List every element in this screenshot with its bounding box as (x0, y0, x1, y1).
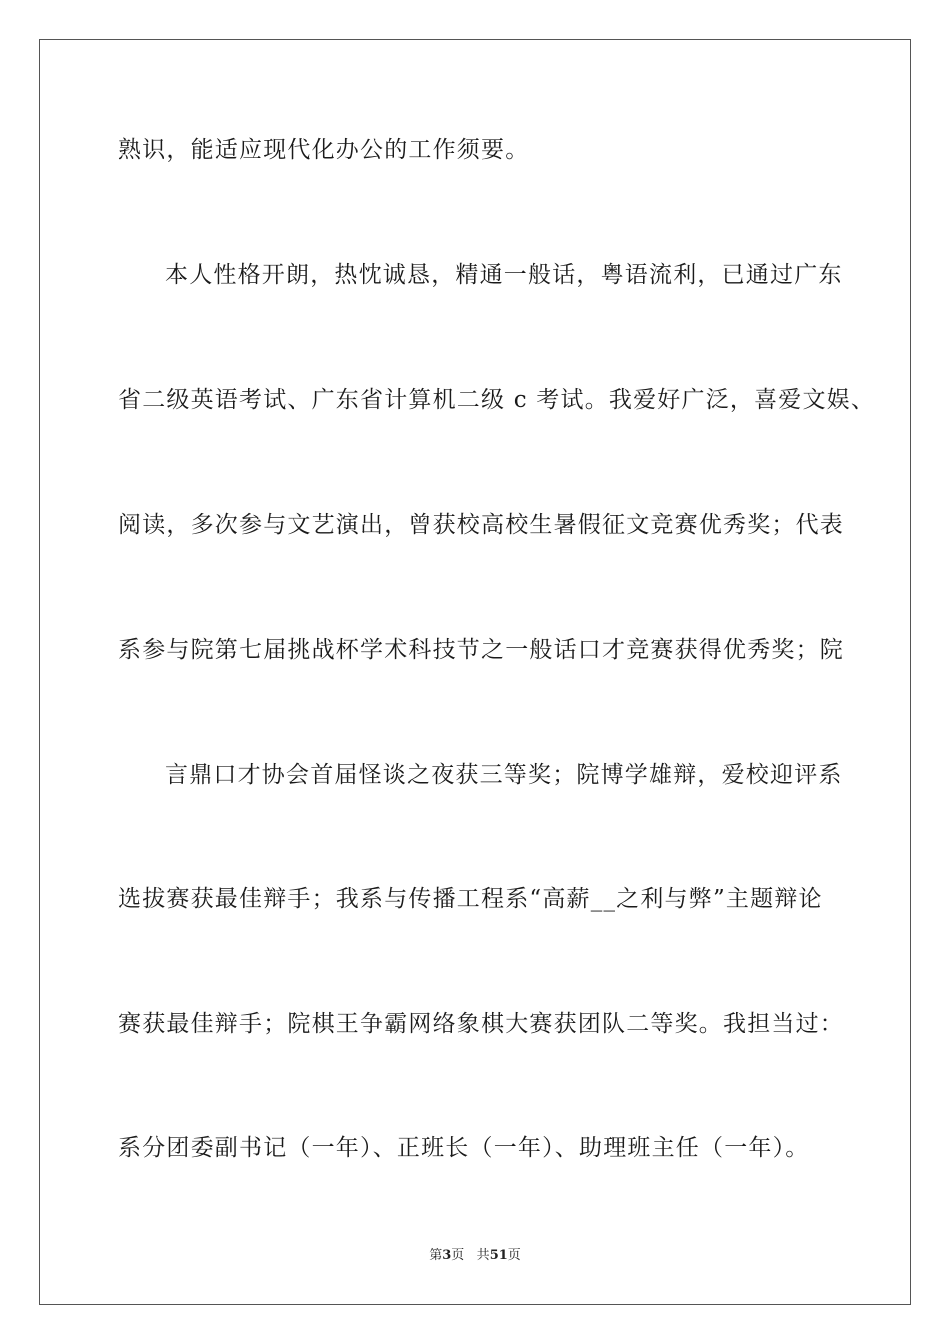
text-line-1: 熟识，能适应现代化办公的工作须要。 (118, 137, 530, 163)
text-line-6: 言鼎口才协会首届怪谈之夜获三等奖；院博学雄辩，爱校迎评系 (165, 762, 843, 788)
text-line-7: 选拔赛获最佳辩手；我系与传播工程系“高薪__之利与弊”主题辩论 (118, 886, 823, 912)
text-line-5: 系参与院第七届挑战杯学术科技节之一般话口才竞赛获得优秀奖；院 (118, 637, 844, 663)
total-pages: 51 (489, 1248, 508, 1263)
text-line-3: 省二级英语考试、广东省计算机二级 c 考试。我爱好广泛，喜爱文娱、 (118, 387, 876, 413)
text-line-9: 系分团委副书记（一年）、正班长（一年）、助理班主任（一年）。 (118, 1135, 810, 1161)
total-prefix: 共 (476, 1248, 490, 1263)
text-line-2: 本人性格开朗，热忱诚恳，精通一般话，粤语流利，已通过广东 (165, 262, 843, 288)
text-line-4: 阅读，多次参与文艺演出，曾获校高校生暑假征文竞赛优秀奖；代表 (118, 512, 844, 538)
page-number: 3 (442, 1248, 452, 1263)
page-border (39, 39, 911, 1305)
page-prefix: 第 (429, 1248, 443, 1263)
total-suffix: 页 (507, 1248, 521, 1263)
text-line-8: 赛获最佳辩手；院棋王争霸网络象棋大赛获团队二等奖。我担当过： (118, 1011, 844, 1037)
page-suffix: 页 (451, 1248, 465, 1263)
page-footer (0, 1247, 950, 1265)
